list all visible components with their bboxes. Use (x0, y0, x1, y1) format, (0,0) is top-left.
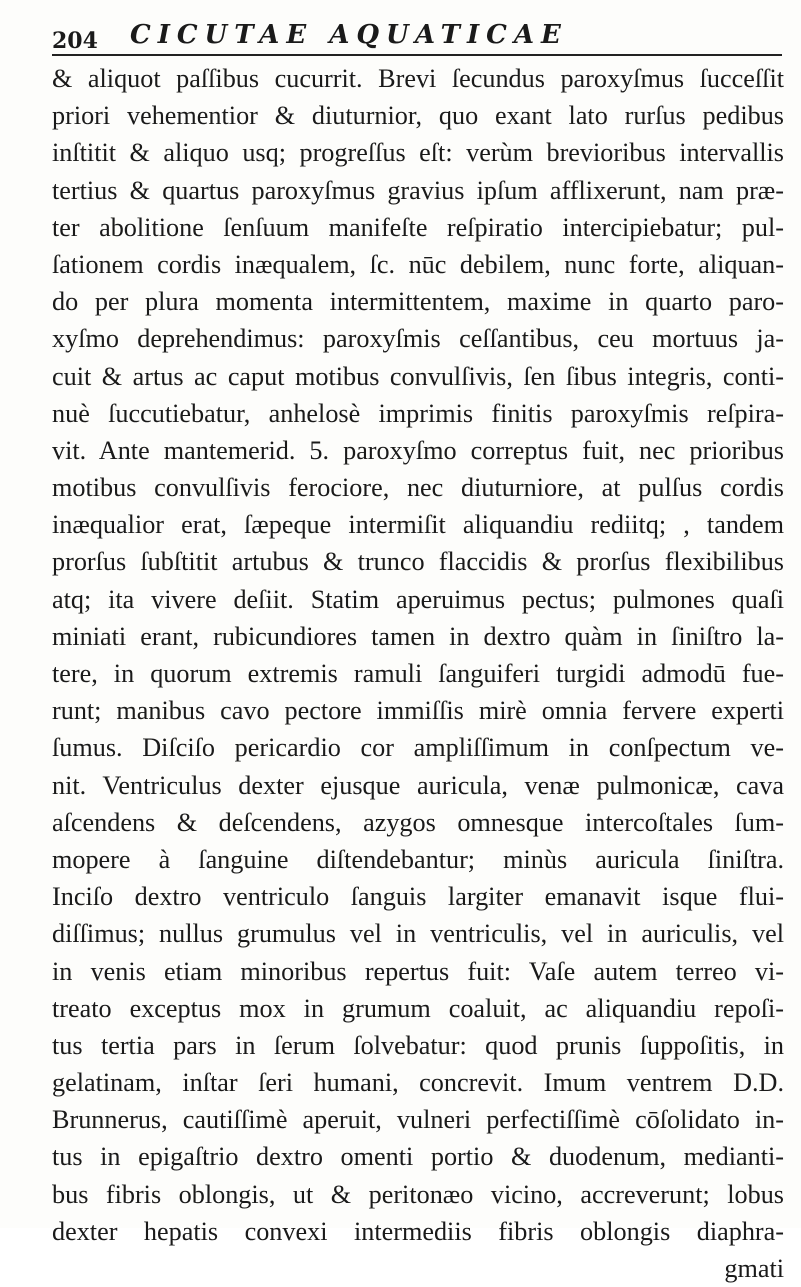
text-line: aſcendens & deſcendens, azygos omnesque intercoſtales ſum- (52, 807, 784, 837)
text-line: vit. Ante mantemerid. 5. paroxyſmo correptus fuit, nec prioribus (52, 435, 784, 465)
text-line: ſumus. Diſciſo pericardio cor ampliſſimum in conſpectum ve- (52, 733, 784, 763)
text-line: priori vehementior & diuturnior, quo exant lato rurſus pedibus (52, 101, 784, 131)
text-line: miniati erant, rubicundiores tamen in dextro quàm in ſiniſtro la- (52, 621, 784, 651)
text-line: tus tertia pars in ſerum ſolvebatur: quod prunis ſuppoſitis, in (52, 1030, 784, 1060)
text-line: & aliquot paſſibus cucurrit. Brevi ſecundus paroxyſmus ſucceſſit (52, 64, 784, 93)
text-line: Brunnerus, cautiſſimè aperuit, vulneri perfectiſſimè cōſolidato in- (52, 1105, 784, 1135)
text-line: do per plura momenta intermittentem, maxime in quarto paro- (52, 287, 784, 317)
text-line: atq; ita vivere deſiit. Statim aperuimus pectus; pulmones quaſi (52, 584, 784, 614)
text-line: Inciſo dextro ventriculo ſanguis largiter emanavit isque flui- (52, 882, 784, 912)
text-line: diſſimus; nullus grumulus vel in ventriculis, vel in auriculis, vel (52, 919, 784, 949)
text-line: in venis etiam minoribus repertus fuit: Vaſe autem terreo vi- (52, 956, 784, 986)
text-line: runt; manibus cavo pectore immiſſis mirè omnia fervere experti (52, 696, 784, 726)
text-line: xyſmo deprehendimus: paroxyſmis ceſſantibus, ceu mortuus ja- (52, 324, 784, 354)
text-line: ſationem cordis inæqualem, ſc. nūc debilem, nunc forte, aliquan- (52, 249, 784, 279)
text-line: inſtitit & aliquo usq; progreſſus eſt: verùm brevioribus intervallis (52, 138, 784, 168)
text-line: gelatinam, inſtar ſeri humani, concrevit. Imum ventrem D.D. (52, 1068, 784, 1098)
text-line: tertius & quartus paroxyſmus gravius ipſum afflixerunt, nam præ- (52, 175, 784, 205)
text-line: ter abolitione ſenſuum manifeſte reſpiratio intercipiebatur; pul- (52, 212, 784, 242)
running-head (52, 14, 782, 56)
text-line: motibus convulſivis ferociore, nec diuturniore, at pulſus cordis (52, 473, 784, 503)
text-line: tere, in quorum extremis ramuli ſanguiferi turgidi admodū fue- (52, 659, 784, 688)
text-line: dexter hepatis convexi intermediis fibris oblongis diaphra- (52, 1216, 784, 1246)
text-line: cuit & artus ac caput motibus convulſivis, ſen ſibus integris, conti- (52, 361, 784, 391)
text-line: nuè ſuccutiebatur, anhelosè imprimis finitis paroxyſmis reſpira- (52, 398, 784, 428)
text-line: tus in epigaſtrio dextro omenti portio & duodenum, medianti- (52, 1142, 784, 1172)
running-title: CICUTAE AQUATICAE (130, 20, 568, 50)
text-line: nit. Ventriculus dexter ejusque auricula, venæ pulmonicæ, cava (52, 770, 784, 800)
body-text (52, 60, 784, 1287)
text-line: treato exceptus mox in grumum coaluit, ac aliquandiu repoſi- (52, 993, 784, 1023)
text-line: mopere à ſanguine diſtendebantur; minùs auricula ſiniſtra. (52, 844, 784, 874)
catchword: gmati (724, 1254, 784, 1283)
text-line: inæqualior erat, ſæpeque intermiſit aliquandiu rediitq; , tandem (52, 510, 784, 540)
page-number: 204 (52, 28, 98, 54)
text-line: bus fibris oblongis, ut & peritonæo vicino, accreverunt; lobus (52, 1179, 784, 1209)
text-line: prorſus ſubſtitit artubus & trunco flaccidis & prorſus flexibilibus (52, 547, 784, 577)
